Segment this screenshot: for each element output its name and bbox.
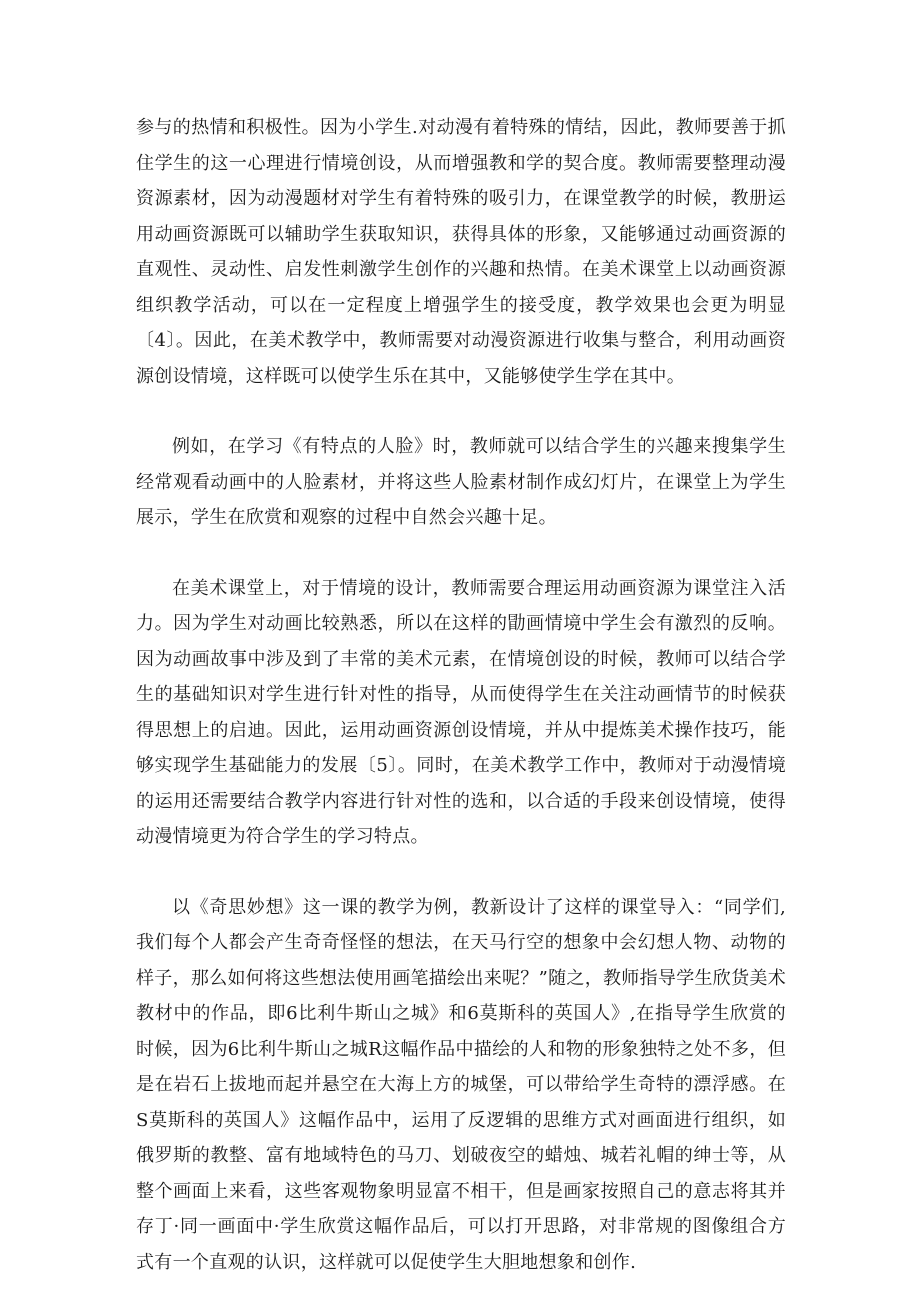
paragraph-3: 在美术课堂上，对于情境的设计，教师需要合理运用动画资源为课堂注入活力。因为学生对动画比较熟悉，所以在这样的勖画情境中学生会有激烈的反响。因为动画故事中涉及到了丰常的美术元素，在情境创设的时候，教师可以结合学生的基础知识对学生进行针对性的指导，从而使得学生在关注动画情节的时候获得思想上的启迪。因此，运用动画资源创设情境，并从中提炼美术操作技巧，能够实现学生基础能力的发展〔5〕。同时，在美术教学工作中，教师对于动漫情境的运用还需要结合教学内容进行针对性的选和，以合适的手段来创设情境，使得动漫情境更为符合学生的学习特点。 <box>136 577 786 847</box>
paragraph-4: 以《奇思妙想》这一课的教学为例，教新设计了这样的课堂导入：“同学们,我们每个人都会产生奇奇怪怪的想法，在天马行空的想象中会幻想人物、动物的样子，那么如何将这些想法使用画笔描绘出来呢？”随之，教师指导学生欣货美术教材中的作品，即6比利牛斯山之城》和6莫斯科的英国人》,在指导学生欣赏的时候，因为6比利牛斯山之城R这幅作品中描绘的人和物的形象独特之处不多，但是在岩石上拔地而起并悬空在大海上方的城堡，可以带给学生奇特的漂浮感。在S莫斯科的英国人》这幅作品中，运用了反逻辑的思维方式对画面进行组织，如俄罗斯的教整、富有地域特色的马刀、划破夜空的蜡烛、城若礼帽的绅士等，从整个画面上来看，这些客观物象明显富不相干，但是画家按照自己的意志将其并存丁·同一画面中·学生欣赏这幅作品后，可以打开思路，对非常规的图像组合方式有一个直观的认识，这样就可以促使学生大胆地想象和创作. <box>136 896 786 1273</box>
document-body <box>136 110 786 1280</box>
paragraph-1: 参与的热情和积极性。因为小学生.对动漫有着特殊的情结，因此，教师要善于抓住学生的这一心理进行情境创设，从而增强教和学的契合度。教师需要整理动漫资源素材，因为动漫题材对学生有着特殊的吸引力，在课堂教学的时候，教册运用动画资源既可以辅助学生获取知识，获得具体的形象，又能够通过动画资源的直观性、灵动性、启发性刺激学生创作的兴趣和热情。在美术课堂上以动画资源组织教学活动，可以在一定程度上增强学生的接受度，教学效果也会更为明显〔4〕。因此，在美术教学中，教师需要对动漫资源进行收集与整合，利用动画资源创设情境，这样既可以使学生乐在其中，又能够使学生学在其中。 <box>136 117 786 387</box>
paragraph-2: 例如，在学习《有特点的人脸》时，教师就可以结合学生的兴趣来搜集学生经常观看动画中的人脸素材，并将这些人脸素材制作成幻灯片，在课堂上为学生展示，学生在欣赏和观察的过程中自然会兴趣十足。 <box>136 436 786 528</box>
